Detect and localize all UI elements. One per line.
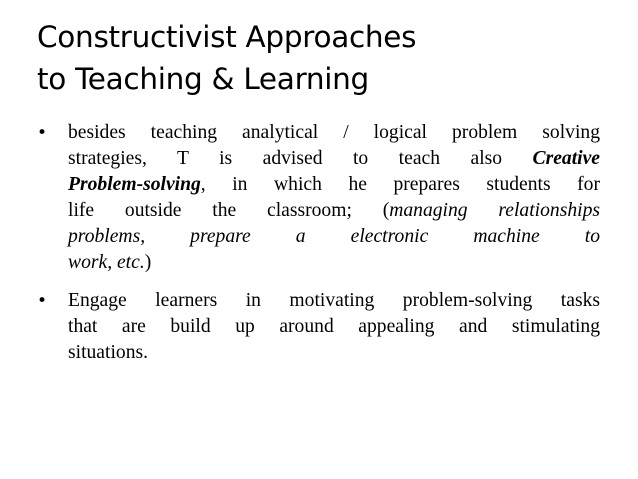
bullet-1-line-2: strategies, T is advised to teach also Creative xyxy=(68,148,600,169)
italic-managing-relationships: managing relationships xyxy=(389,200,600,221)
emphasis-creative: Creative xyxy=(532,148,600,169)
bullet-1-line-4: life outside the classroom; (managing relationships xyxy=(68,200,600,221)
italic-work-etc: work, etc. xyxy=(68,252,145,273)
bullet-item-engage-learners xyxy=(37,288,600,366)
slide-title xyxy=(37,16,597,100)
bullet-2-line-3: situations. xyxy=(68,342,149,363)
bullet-list xyxy=(37,120,600,366)
bullet-item-creative-problem-solving xyxy=(37,120,600,276)
emphasis-problem-solving: Problem-solving xyxy=(68,174,201,195)
bullet-icon: • xyxy=(37,291,48,311)
title-line-2: to Teaching & Learning xyxy=(37,62,369,96)
bullet-1-line-3: Problem-solving, in which he prepares students for xyxy=(68,174,600,195)
bullet-2-line-2: that are build up around appealing and stimulating xyxy=(68,316,600,337)
title-line-1: Constructivist Approaches xyxy=(37,20,417,54)
bullet-2-line-1: Engage learners in motivating problem-solving tasks xyxy=(68,290,600,311)
bullet-1-line-1: besides teaching analytical / logical problem solving xyxy=(68,122,600,143)
bullet-1-line-5: problems, prepare a electronic machine to xyxy=(68,226,600,247)
bullet-1-line-6: work, etc.) xyxy=(68,252,152,273)
bullet-icon: • xyxy=(37,123,48,143)
